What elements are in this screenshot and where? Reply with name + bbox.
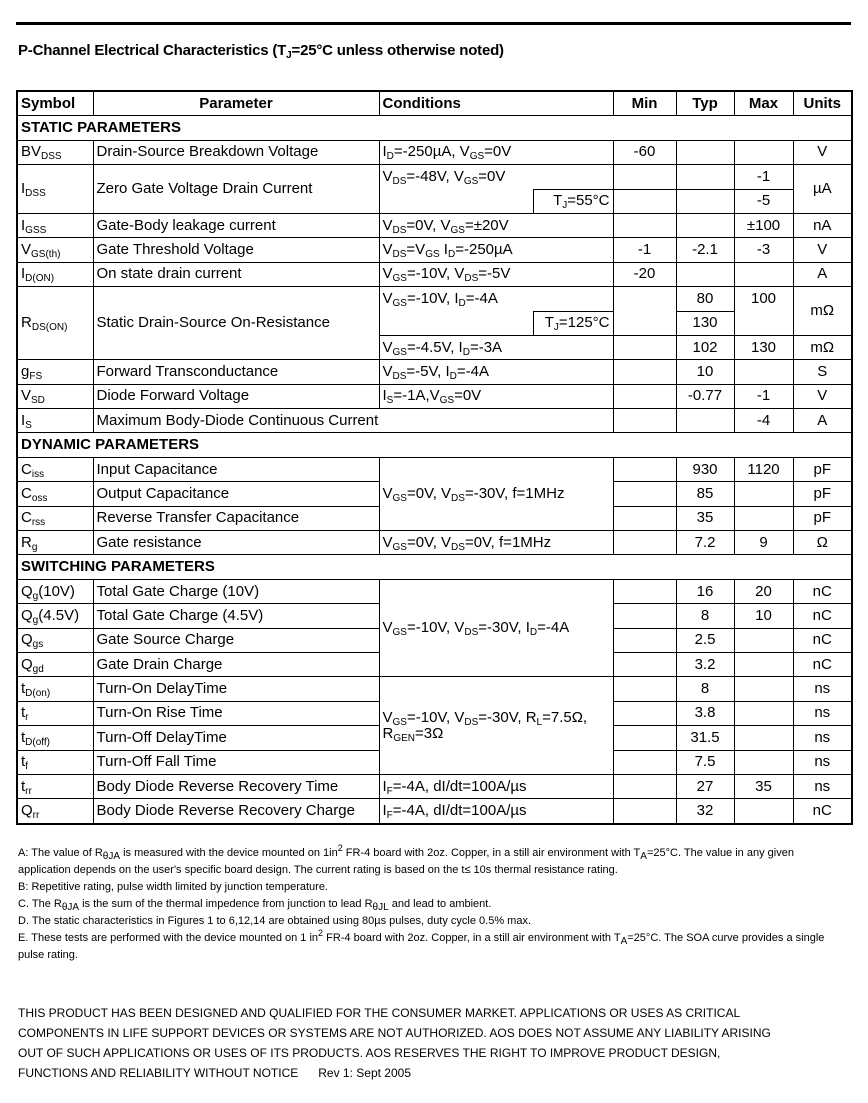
typ: -0.77 xyxy=(676,384,734,408)
min xyxy=(613,335,676,359)
min: -1 xyxy=(613,238,676,262)
electrical-characteristics-table xyxy=(16,90,853,825)
parameter: Forward Transconductance xyxy=(93,360,379,384)
parameter: Input Capacitance xyxy=(93,457,379,481)
table-row xyxy=(17,409,852,433)
symbol: $g_{FS}$ xyxy=(17,360,93,384)
footnote-b: B: Repetitive rating, pulse width limited by junction temperature. xyxy=(18,881,328,893)
units: nA xyxy=(793,213,852,237)
min xyxy=(613,165,676,189)
parameter: Body Diode Reverse Recovery Time xyxy=(93,774,379,798)
typ: -2.1 xyxy=(676,238,734,262)
symbol: $t_{D(off)}$ xyxy=(17,726,93,750)
min xyxy=(613,799,676,824)
disclaimer-line: COMPONENTS IN LIFE SUPPORT DEVICES OR SYSTEMS ARE NOT AUTHORIZED. AOS DOES NOT ASSUME ANY LIABILITY ARISING xyxy=(18,1026,771,1040)
parameter: Turn-Off DelayTime xyxy=(93,726,379,750)
header-min: Min xyxy=(613,91,676,116)
table-row xyxy=(17,677,852,701)
conditions: $V_{DS}=-48V$, $V_{GS}=0V$ xyxy=(379,165,613,189)
footnote-c: C. The $R_{\theta JA}$ is the sum of the thermal impedence from junction to lead $R_{\theta JL}$ and lead to ambient. xyxy=(18,898,492,913)
parameter: Gate Source Charge xyxy=(93,628,379,652)
units: Ω xyxy=(793,531,852,555)
typ: 3.2 xyxy=(676,652,734,676)
header-symbol: Symbol xyxy=(17,91,93,116)
min xyxy=(613,287,676,336)
min xyxy=(613,604,676,628)
header-max: Max xyxy=(734,91,793,116)
symbol: $Q_g(10V)$ xyxy=(17,579,93,603)
symbol: $I_{DSS}$ xyxy=(17,165,93,214)
conditions: $V_{GS}=0V$, $V_{DS}=0V$, f=1MHz xyxy=(379,531,613,555)
page-title: P-Channel Electrical Characteristics ($T_J=25^\circ C$ unless otherwise noted) xyxy=(18,42,504,61)
max: 10 xyxy=(734,604,793,628)
typ: 35 xyxy=(676,506,734,530)
max: 9 xyxy=(734,531,793,555)
symbol: $R_{DS(ON)}$ xyxy=(17,287,93,360)
min xyxy=(613,677,676,701)
section-static: STATIC PARAMETERS xyxy=(17,116,852,140)
header-units: Units xyxy=(793,91,852,116)
conditions: $V_{GS}=-10V$, $V_{DS}=-5V$ xyxy=(379,262,613,286)
typ xyxy=(676,140,734,164)
disclaimer-line: FUNCTIONS AND RELIABILITY WITHOUT NOTICE Rev 1: Sept 2005 xyxy=(18,1066,411,1080)
typ: 32 xyxy=(676,799,734,824)
symbol: $R_g$ xyxy=(17,531,93,555)
min xyxy=(613,482,676,506)
typ: 102 xyxy=(676,335,734,359)
max xyxy=(734,701,793,725)
min xyxy=(613,531,676,555)
typ xyxy=(676,262,734,286)
units: mΩ xyxy=(793,287,852,336)
table-row xyxy=(17,774,852,798)
footnote-a: A: The value of $R_{\theta JA}$ is measured with the device mounted on $1in^2$ FR-4 board with 2oz. Copper, in a still air environment with $T_A=25^\circ C$. The value in any given application depends on the user's specific board design. The current rating is based on the t≤ 10s thermal resistance rating. xyxy=(18,843,794,876)
max xyxy=(734,652,793,676)
typ: 8 xyxy=(676,677,734,701)
symbol: $C_{rss}$ xyxy=(17,506,93,530)
header-parameter: Parameter xyxy=(93,91,379,116)
parameter: Maximum Body-Diode Continuous Current xyxy=(93,409,613,433)
units: ns xyxy=(793,677,852,701)
typ: 2.5 xyxy=(676,628,734,652)
min xyxy=(613,384,676,408)
conditions: $I_D=-250\mu A$, $V_{GS}=0V$ xyxy=(379,140,613,164)
max xyxy=(734,628,793,652)
conditions: $V_{DS}=V_{GS}$ $I_D=-250\mu A$ xyxy=(379,238,613,262)
disclaimer xyxy=(18,1003,848,1083)
table-row xyxy=(17,140,852,164)
conditions: $I_F=-4A$, dI/dt=100A/µs xyxy=(379,799,613,824)
symbol: $Q_{rr}$ xyxy=(17,799,93,824)
conditions: $I_S=-1A,V_{GS}=0V$ xyxy=(379,384,613,408)
typ xyxy=(676,409,734,433)
min xyxy=(613,701,676,725)
min xyxy=(613,579,676,603)
conditions xyxy=(379,677,613,775)
units: V xyxy=(793,238,852,262)
parameter: Diode Forward Voltage xyxy=(93,384,379,408)
max: 130 xyxy=(734,335,793,359)
min: -20 xyxy=(613,262,676,286)
units: nC xyxy=(793,799,852,824)
typ: 27 xyxy=(676,774,734,798)
disclaimer-line: OUT OF SUCH APPLICATIONS OR USES OF ITS PRODUCTS. AOS RESERVES THE RIGHT TO IMPROVE PRODUCT DESIGN, xyxy=(18,1046,721,1060)
typ: 7.5 xyxy=(676,750,734,774)
min xyxy=(613,506,676,530)
units: ns xyxy=(793,701,852,725)
conditions: $V_{GS}=-4.5V$, $I_D=-3A$ xyxy=(379,335,613,359)
table-row xyxy=(17,531,852,555)
symbol: $I_{D(ON)}$ xyxy=(17,262,93,286)
parameter: Body Diode Reverse Recovery Charge xyxy=(93,799,379,824)
units: A xyxy=(793,262,852,286)
conditions: $V_{DS}=0V$, $V_{GS}=\pm 20V$ xyxy=(379,213,613,237)
table-row xyxy=(17,457,852,481)
max xyxy=(734,726,793,750)
symbol: $C_{oss}$ xyxy=(17,482,93,506)
min xyxy=(613,726,676,750)
symbol: $t_r$ xyxy=(17,701,93,725)
parameter: Static Drain-Source On-Resistance xyxy=(93,287,379,360)
table-row xyxy=(17,262,852,286)
conditions: $V_{GS}=0V$, $V_{DS}=-30V$, f=1MHz xyxy=(379,457,613,530)
parameter: Gate Threshold Voltage xyxy=(93,238,379,262)
units: ns xyxy=(793,726,852,750)
typ: 80 xyxy=(676,287,734,311)
parameter: On state drain current xyxy=(93,262,379,286)
max xyxy=(734,677,793,701)
table-row xyxy=(17,579,852,603)
units: ns xyxy=(793,774,852,798)
units: mΩ xyxy=(793,335,852,359)
typ: 85 xyxy=(676,482,734,506)
min xyxy=(613,774,676,798)
parameter: Zero Gate Voltage Drain Current xyxy=(93,165,379,214)
units: V xyxy=(793,384,852,408)
header-conditions: Conditions xyxy=(379,91,613,116)
symbol: $V_{GS(th)}$ xyxy=(17,238,93,262)
max xyxy=(734,482,793,506)
max: -5 xyxy=(734,189,793,213)
units: nC xyxy=(793,628,852,652)
parameter: Output Capacitance xyxy=(93,482,379,506)
header-row xyxy=(17,91,852,116)
parameter: Gate Drain Charge xyxy=(93,652,379,676)
max xyxy=(734,799,793,824)
symbol: $t_{D(on)}$ xyxy=(17,677,93,701)
max xyxy=(734,311,793,335)
symbol: $t_{rr}$ xyxy=(17,774,93,798)
max xyxy=(734,506,793,530)
conditions-line-1: $V_{GS}=-10V$, $V_{DS}=-30V$, $R_L=7.5\Omega$, xyxy=(382,708,588,728)
max xyxy=(734,140,793,164)
conditions: $V_{GS}=-10V$, $V_{DS}=-30V$, $I_D=-4A$ xyxy=(379,579,613,677)
table-row xyxy=(17,799,852,824)
top-rule xyxy=(16,22,851,25)
min xyxy=(613,628,676,652)
conditions-blank xyxy=(379,311,533,335)
units: nC xyxy=(793,652,852,676)
table-row xyxy=(17,360,852,384)
max: -1 xyxy=(734,384,793,408)
footnote-d: D. The static characteristics in Figures 1 to 6,12,14 are obtained using 80µs pulses, duty cycle 0.5% max. xyxy=(18,915,532,927)
symbol: $I_{GSS}$ xyxy=(17,213,93,237)
parameter: Gate resistance xyxy=(93,531,379,555)
symbol: $C_{iss}$ xyxy=(17,457,93,481)
footnotes xyxy=(18,845,838,964)
max xyxy=(734,360,793,384)
typ xyxy=(676,213,734,237)
typ xyxy=(676,189,734,213)
max xyxy=(734,262,793,286)
parameter: Gate-Body leakage current xyxy=(93,213,379,237)
max: 100 xyxy=(734,287,793,311)
typ: 16 xyxy=(676,579,734,603)
units: V xyxy=(793,140,852,164)
conditions: $V_{GS}=-10V$, $I_D=-4A$ xyxy=(379,287,613,311)
min xyxy=(613,457,676,481)
symbol: $Q_{gd}$ xyxy=(17,652,93,676)
min xyxy=(613,213,676,237)
parameter: Turn-On Rise Time xyxy=(93,701,379,725)
typ: 10 xyxy=(676,360,734,384)
units: µA xyxy=(793,165,852,214)
max: -4 xyxy=(734,409,793,433)
symbol: $V_{SD}$ xyxy=(17,384,93,408)
units: A xyxy=(793,409,852,433)
max xyxy=(734,750,793,774)
min xyxy=(613,189,676,213)
typ: 930 xyxy=(676,457,734,481)
typ: 130 xyxy=(676,311,734,335)
typ: 31.5 xyxy=(676,726,734,750)
max: -3 xyxy=(734,238,793,262)
units: pF xyxy=(793,506,852,530)
conditions-line-2: $R_{GEN}=3\Omega$ xyxy=(382,724,444,744)
parameter: Turn-Off Fall Time xyxy=(93,750,379,774)
units: S xyxy=(793,360,852,384)
typ: 7.2 xyxy=(676,531,734,555)
section-switching: SWITCHING PARAMETERS xyxy=(17,555,852,579)
typ xyxy=(676,165,734,189)
parameter: Turn-On DelayTime xyxy=(93,677,379,701)
parameter: Total Gate Charge (10V) xyxy=(93,579,379,603)
table-row xyxy=(17,287,852,311)
max: 1120 xyxy=(734,457,793,481)
conditions: $V_{DS}=-5V$, $I_D=-4A$ xyxy=(379,360,613,384)
max: 35 xyxy=(734,774,793,798)
max: -1 xyxy=(734,165,793,189)
units: pF xyxy=(793,457,852,481)
symbol: $Q_{gs}$ xyxy=(17,628,93,652)
typ: 3.8 xyxy=(676,701,734,725)
max: ±100 xyxy=(734,213,793,237)
symbol: $t_f$ xyxy=(17,750,93,774)
footnote-e: E. These tests are performed with the device mounted on 1 $in^2$ FR-4 board with 2oz. Copper, in a still air environment with $T_A=25^\circ C$. The SOA curve provides a single pulse rating. xyxy=(18,928,825,961)
conditions: $I_F=-4A$, dI/dt=100A/µs xyxy=(379,774,613,798)
parameter: Drain-Source Breakdown Voltage xyxy=(93,140,379,164)
units: nC xyxy=(793,604,852,628)
units: pF xyxy=(793,482,852,506)
table-row xyxy=(17,213,852,237)
symbol: $Q_g(4.5V)$ xyxy=(17,604,93,628)
min xyxy=(613,360,676,384)
units: nC xyxy=(793,579,852,603)
parameter: Total Gate Charge (4.5V) xyxy=(93,604,379,628)
conditions-temp: $T_J=55^\circ C$ xyxy=(533,189,613,213)
header-typ: Typ xyxy=(676,91,734,116)
max: 20 xyxy=(734,579,793,603)
section-dynamic: DYNAMIC PARAMETERS xyxy=(17,433,852,457)
min xyxy=(613,409,676,433)
table-row xyxy=(17,238,852,262)
disclaimer-line: THIS PRODUCT HAS BEEN DESIGNED AND QUALIFIED FOR THE CONSUMER MARKET. APPLICATIONS OR USES AS CRITICAL xyxy=(18,1006,741,1020)
min xyxy=(613,750,676,774)
units: ns xyxy=(793,750,852,774)
symbol: $I_S$ xyxy=(17,409,93,433)
conditions-temp: $T_J=125^\circ C$ xyxy=(533,311,613,335)
conditions-blank xyxy=(379,189,533,213)
parameter: Reverse Transfer Capacitance xyxy=(93,506,379,530)
min: -60 xyxy=(613,140,676,164)
table-row xyxy=(17,384,852,408)
typ: 8 xyxy=(676,604,734,628)
min xyxy=(613,652,676,676)
table-row xyxy=(17,165,852,189)
symbol: $BV_{DSS}$ xyxy=(17,140,93,164)
